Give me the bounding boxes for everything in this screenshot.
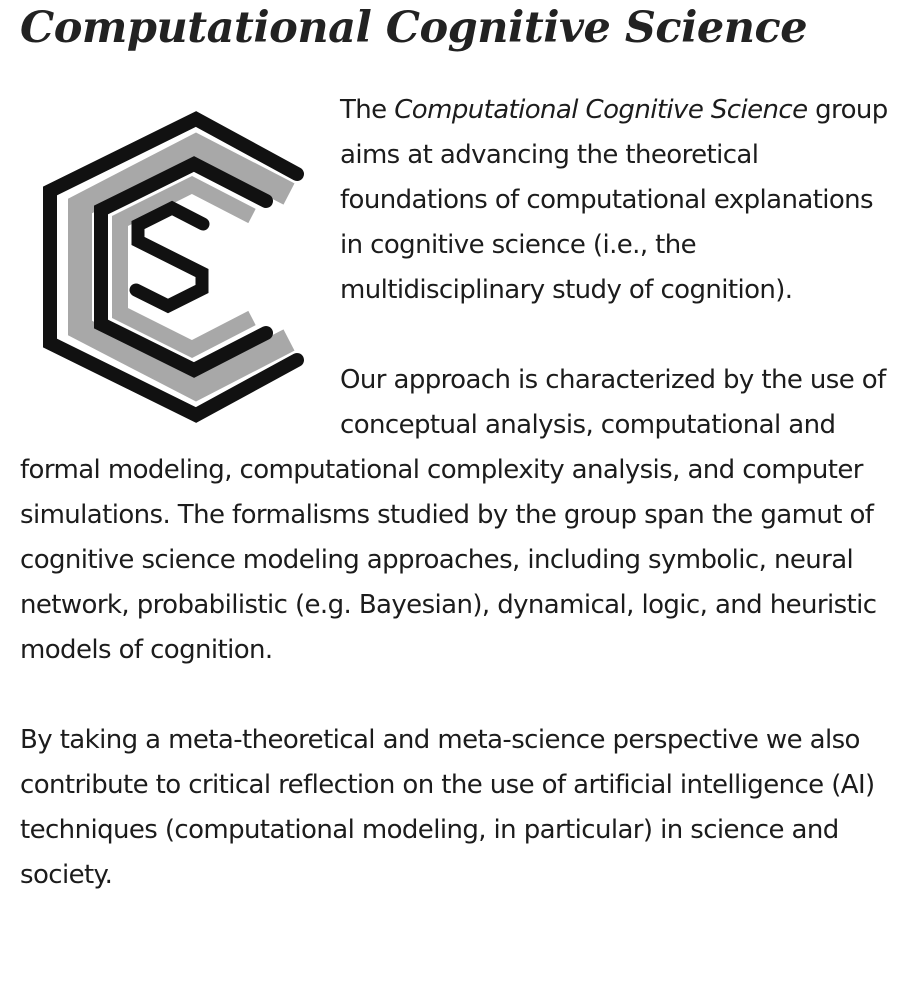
page-title: Computational Cognitive Science <box>20 3 808 53</box>
article-body <box>20 88 890 898</box>
intro-lead: The <box>340 95 387 125</box>
group-name: Computational Cognitive Science <box>394 95 808 125</box>
intro-rest: group aims at advancing the theoretical foundations of computational explanations in cognitive science (i.e., the multidisciplinary study of cognition). <box>340 95 888 305</box>
ccs-hexagon-logo-icon <box>20 88 326 430</box>
perspective-paragraph: By taking a meta-theoretical and meta-science perspective we also contribute to critical reflection on the use of artificial intelligence (AI) techniques (computational modeling, in particular) in science and society. <box>20 725 875 890</box>
approach-paragraph: Our approach is characterized by the use of conceptual analysis, computational and formal modeling, computational complexity analysis, and computer simulations. The formalisms studied by the group span the gamut of cognitive science modeling approaches, including symbolic, neural network, probabilistic (e.g. Bayesian), dynamical, logic, and heuristic models of cognition. <box>20 365 886 665</box>
